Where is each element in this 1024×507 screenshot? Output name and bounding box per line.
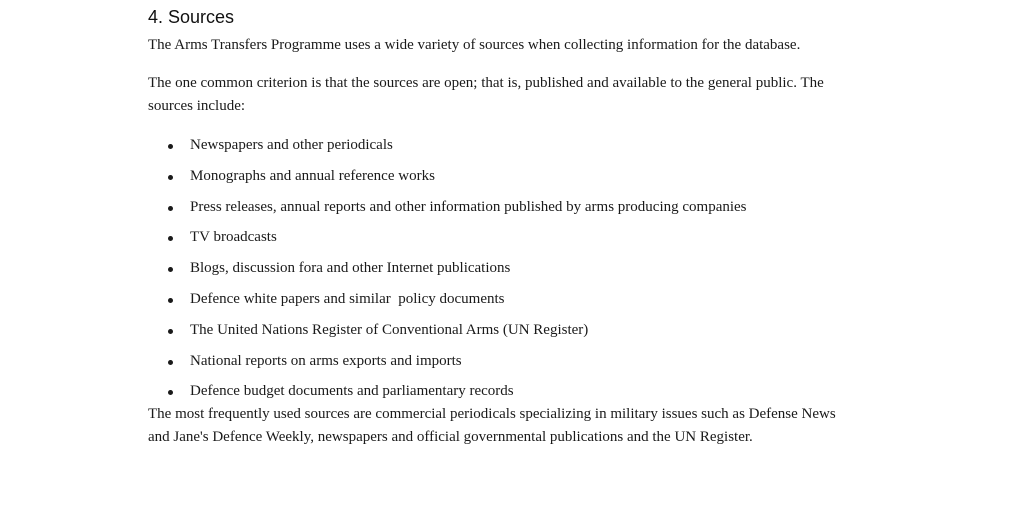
- list-item: [148, 380, 848, 403]
- list-item-text: Press releases, annual reports and other information published by arms producing companies: [190, 198, 747, 215]
- list-item: [148, 165, 848, 188]
- list-item-text: Newspapers and other periodicals: [190, 137, 393, 153]
- list-item-text: The United Nations Register of Conventional Arms (UN Register): [190, 321, 589, 338]
- intro-paragraph: The Arms Transfers Programme uses a wide variety of sources when collecting information for the database.: [148, 37, 801, 53]
- bullet-icon: [168, 390, 173, 395]
- list-item: [148, 350, 848, 373]
- bullet-icon: [168, 206, 173, 211]
- bullet-icon: [168, 267, 173, 272]
- section-title: 4. Sources: [148, 7, 235, 27]
- list-item: [148, 226, 848, 249]
- criterion-paragraph: The one common criterion is that the sources are open; that is, published and available to the general public. The sources include:: [148, 75, 824, 114]
- list-item: [148, 196, 848, 219]
- bullet-icon: [168, 236, 173, 241]
- list-item-text: Monographs and annual reference works: [190, 167, 435, 184]
- list-item-text: Defence budget documents and parliamentary records: [190, 383, 514, 400]
- bullet-icon: [168, 360, 173, 365]
- bullet-icon: [168, 298, 173, 303]
- list-item: [148, 134, 848, 157]
- sources-section: [148, 4, 848, 449]
- list-item: [148, 257, 848, 280]
- list-item-text: TV broadcasts: [190, 229, 277, 246]
- closing-paragraph: The most frequently used sources are commercial periodicals specializing in military issues such as Defense News and Jane's Defence Weekly, newspapers and official governmental publications and the UN Register.: [148, 406, 836, 446]
- list-item-text: Defence white papers and similar policy documents: [190, 290, 505, 307]
- bullet-icon: [168, 329, 173, 334]
- list-item: [148, 319, 848, 342]
- list-item-text: National reports on arms exports and imports: [190, 352, 462, 369]
- bullet-icon: [168, 175, 173, 180]
- list-item-text: Blogs, discussion fora and other Internet publications: [190, 260, 511, 277]
- sources-list: [148, 134, 848, 403]
- bullet-icon: [168, 144, 173, 149]
- list-item: [148, 288, 848, 311]
